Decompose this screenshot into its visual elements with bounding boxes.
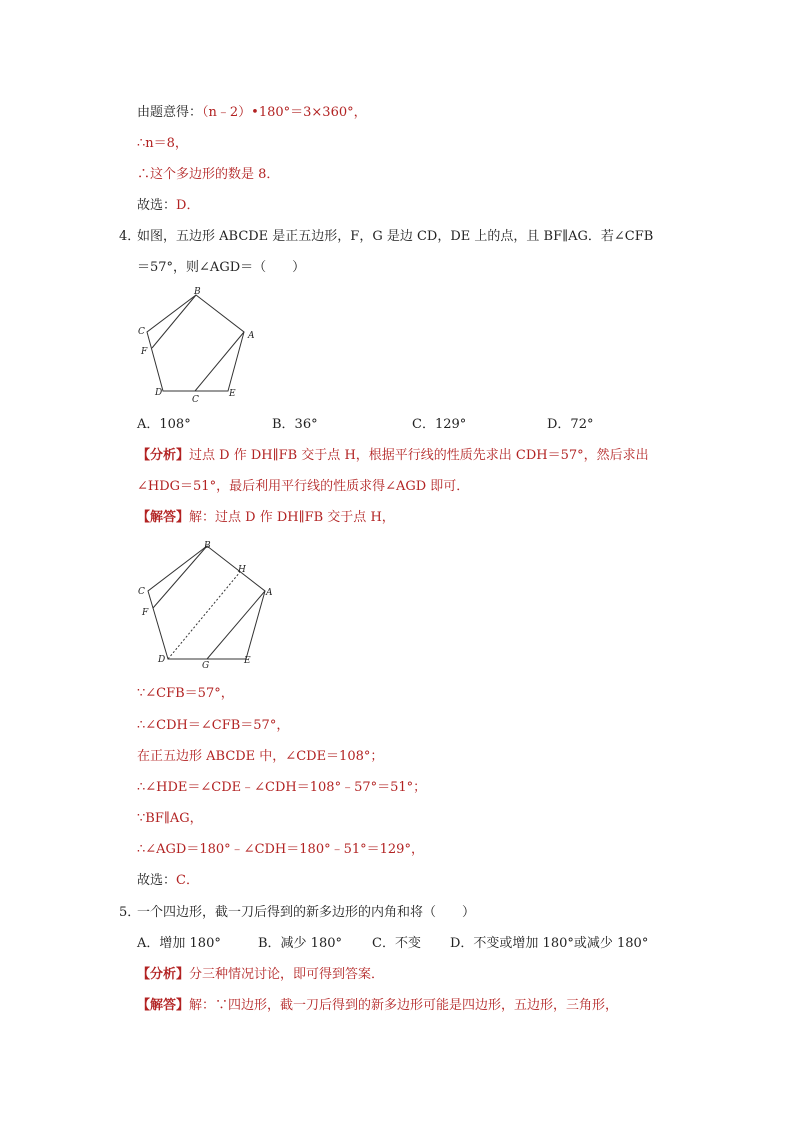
q5-number: 5．: [119, 905, 141, 920]
segment-bf-2: [153, 546, 207, 608]
q5-stem: 一个四边形，截一刀后得到的新多边形的内角和将（ ）: [137, 905, 476, 920]
prev-line-1: 由题意得：（n﹣2）•180°＝3×360°，: [137, 105, 367, 120]
label-a-2: A: [266, 588, 273, 598]
label-h-2: H: [238, 565, 246, 575]
pentagon-figure-1: [130, 285, 265, 403]
prev-answer: 故选：D．: [137, 198, 200, 213]
q5-option-b[interactable]: B．减少 180°: [258, 936, 342, 951]
pentagon-outline-2: [148, 546, 265, 659]
q4-analysis-line-2: ∠HDG＝51°，最后利用平行线的性质求得∠AGD 即可．: [137, 479, 470, 494]
label-e-2: E: [244, 656, 251, 666]
q4-step-3: 在正五边形 ABCDE 中，∠CDE＝108°；: [137, 749, 384, 764]
q4-option-a[interactable]: A．108°: [137, 417, 191, 432]
q4-analysis-line-1: 【分析】过点 D 作 DH∥FB 交于点 H，根据平行线的性质先求出 CDH＝57°，然后求出: [137, 448, 649, 463]
q4-option-b[interactable]: B．36°: [272, 417, 318, 432]
prev-line-2: ∴n＝8，: [137, 136, 188, 151]
q4-answer: 故选：C．: [137, 873, 199, 888]
q5-option-a[interactable]: A．增加 180°: [137, 936, 221, 951]
segment-ag-2: [207, 591, 265, 659]
q4-solution-intro: 【解答】解：过点 D 作 DH∥FB 交于点 H，: [137, 510, 395, 525]
label-b-2: B: [204, 541, 211, 551]
prev-line-3: ∴这个多边形的数是 8．: [137, 167, 280, 182]
label-c-2: C: [138, 587, 145, 597]
label-g-2: G: [202, 661, 210, 669]
q4-number: 4．: [119, 229, 141, 244]
segment-bf: [152, 295, 196, 348]
label-f-2: F: [142, 608, 149, 618]
label-c: C: [138, 327, 145, 337]
label-d: D: [155, 388, 163, 398]
q4-step-1: ∵∠CFB＝57°，: [137, 686, 234, 701]
q4-option-d[interactable]: D．72°: [547, 417, 594, 432]
label-d-2: D: [158, 655, 166, 665]
label-g: C: [192, 395, 199, 403]
q4-step-5: ∵BF∥AG，: [137, 811, 203, 826]
pentagon-figure-2: [130, 537, 280, 669]
q4-stem-line-1: 如图，五边形 ABCDE 是正五边形，F，G 是边 CD，DE 上的点，且 BF∥AG．若∠CFB: [137, 229, 654, 244]
q4-step-4: ∴∠HDE＝∠CDE﹣∠CDH＝108°﹣57°＝51°；: [137, 780, 427, 795]
segment-ag: [195, 332, 244, 391]
q4-step-6: ∴∠AGD＝180°﹣∠CDH＝180°﹣51°＝129°，: [137, 842, 424, 857]
q5-solution: 【解答】解：∵四边形，截一刀后得到的新多边形可能是四边形，五边形，三角形，: [137, 998, 619, 1013]
pentagon-outline: [147, 295, 244, 391]
q4-stem-line-2: ＝57°，则∠AGD＝（ ）: [137, 260, 306, 275]
label-a: A: [248, 331, 255, 341]
q5-option-c[interactable]: C．不变: [372, 936, 421, 951]
label-b: B: [194, 287, 201, 297]
q4-option-c[interactable]: C．129°: [412, 417, 467, 432]
segment-dh-dashed: [168, 572, 240, 659]
q5-analysis: 【分析】分三种情况讨论，即可得到答案．: [137, 967, 385, 982]
label-f: F: [141, 347, 148, 357]
label-e: E: [229, 389, 236, 399]
q5-option-d[interactable]: D．不变或增加 180°或减少 180°: [450, 936, 649, 951]
q4-step-2: ∴∠CDH＝∠CFB＝57°，: [137, 718, 290, 733]
